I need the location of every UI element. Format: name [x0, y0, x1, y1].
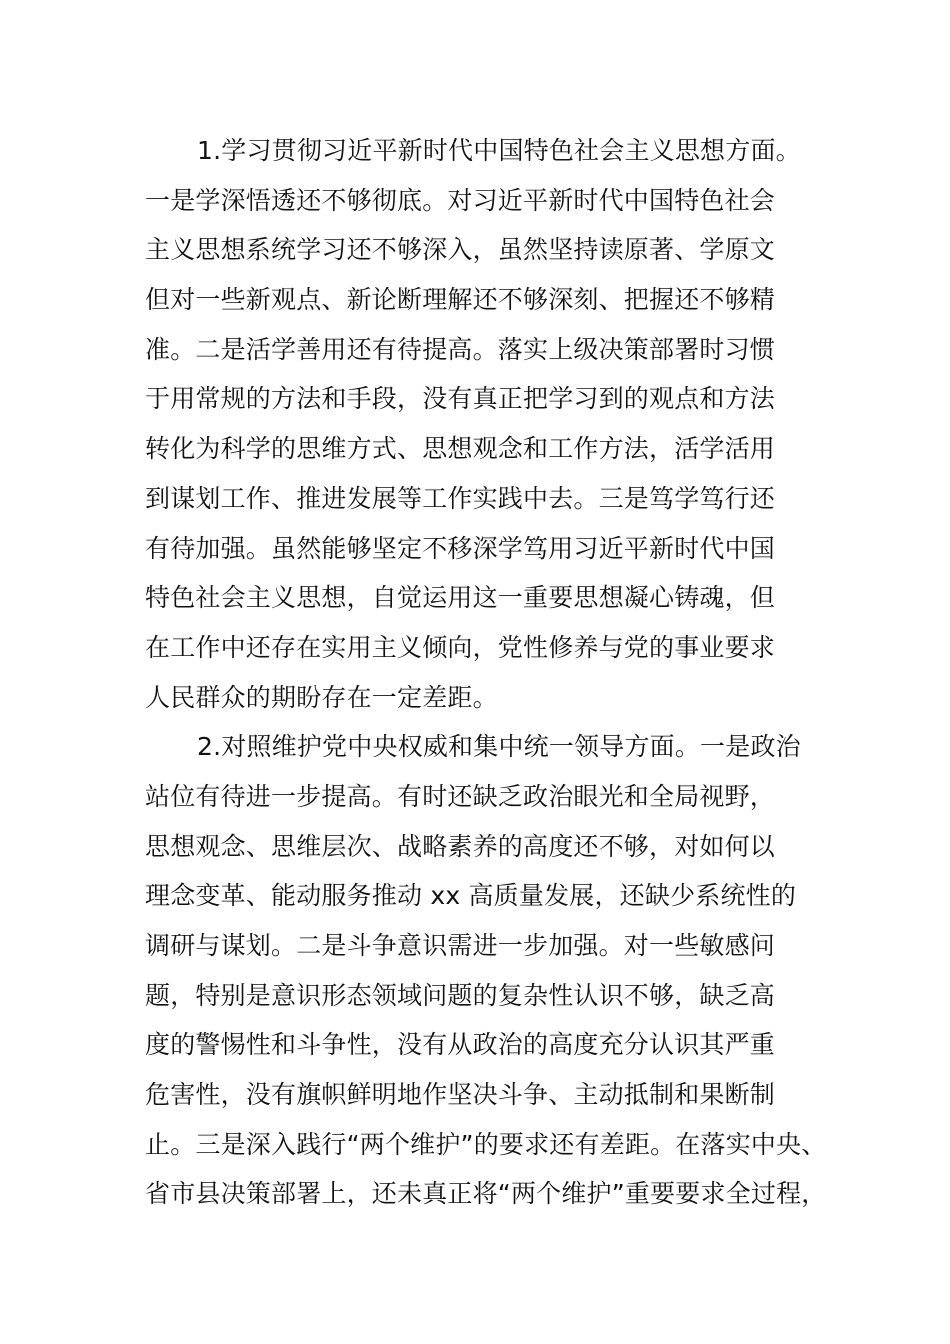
text-line: 在工作中还存在实用主义倾向，党性修养与党的事业要求: [145, 632, 776, 662]
text-line: 于用常规的方法和手段，没有真正把学习到的观点和方法: [145, 384, 776, 414]
text-line: 转化为科学的思维方式、思想观念和工作方法，活学活用: [145, 434, 776, 464]
text-line: 调研与谋划。二是斗争意识需进一步加强。对一些敏感问: [145, 931, 776, 960]
text-line: 但对一些新观点、新论断理解还不够深刻、把握还不够精: [145, 285, 776, 315]
text-line: 一是学深悟透还不够彻底。对习近平新时代中国特色社会: [145, 185, 776, 215]
text-line: 思想观念、思维层次、战略素养的高度还不够，对如何以: [145, 831, 776, 861]
text-line: 止。三是深入践行“两个维护”的要求还有差距。在落实中央、: [145, 1129, 827, 1159]
text-line: 省市县决策部署上，还未真正将“两个维护”重要要求全过程，: [145, 1179, 827, 1209]
text-line: 度的警惕性和斗争性，没有从政治的高度充分认识其严重: [145, 1030, 776, 1060]
paragraph-2-heading-line: 2.对照维护党中央权威和集中统一领导方面。一是政治: [197, 732, 801, 762]
text-line: 主义思想系统学习还不够深入，虽然坚持读原著、学原文: [145, 235, 776, 265]
text-line: 到谋划工作、推进发展等工作实践中去。三是笃学笃行还: [145, 483, 776, 513]
text-line: 准。二是活学善用还有待提高。落实上级决策部署时习惯: [145, 334, 776, 364]
paragraph-1-heading-line: 1.学习贯彻习近平新时代中国特色社会主义思想方面。: [197, 136, 801, 165]
document-body: [145, 126, 825, 1219]
text-line: 理念变革、能动服务推动 xx 高质量发展，还缺少系统性的: [145, 881, 797, 911]
text-line: 题，特别是意识形态领域问题的复杂性认识不够，缺乏高: [145, 980, 776, 1010]
text-line: 特色社会主义思想，自觉运用这一重要思想凝心铸魂，但: [145, 583, 776, 613]
text-line: 站位有待进一步提高。有时还缺乏政治眼光和全局视野，: [145, 781, 776, 811]
text-line: 人民群众的期盼存在一定差距。: [145, 682, 498, 712]
text-line: 危害性，没有旗帜鲜明地作坚决斗争、主动抵制和果断制: [145, 1080, 776, 1110]
text-line: 有待加强。虽然能够坚定不移深学笃用习近平新时代中国: [145, 533, 776, 563]
